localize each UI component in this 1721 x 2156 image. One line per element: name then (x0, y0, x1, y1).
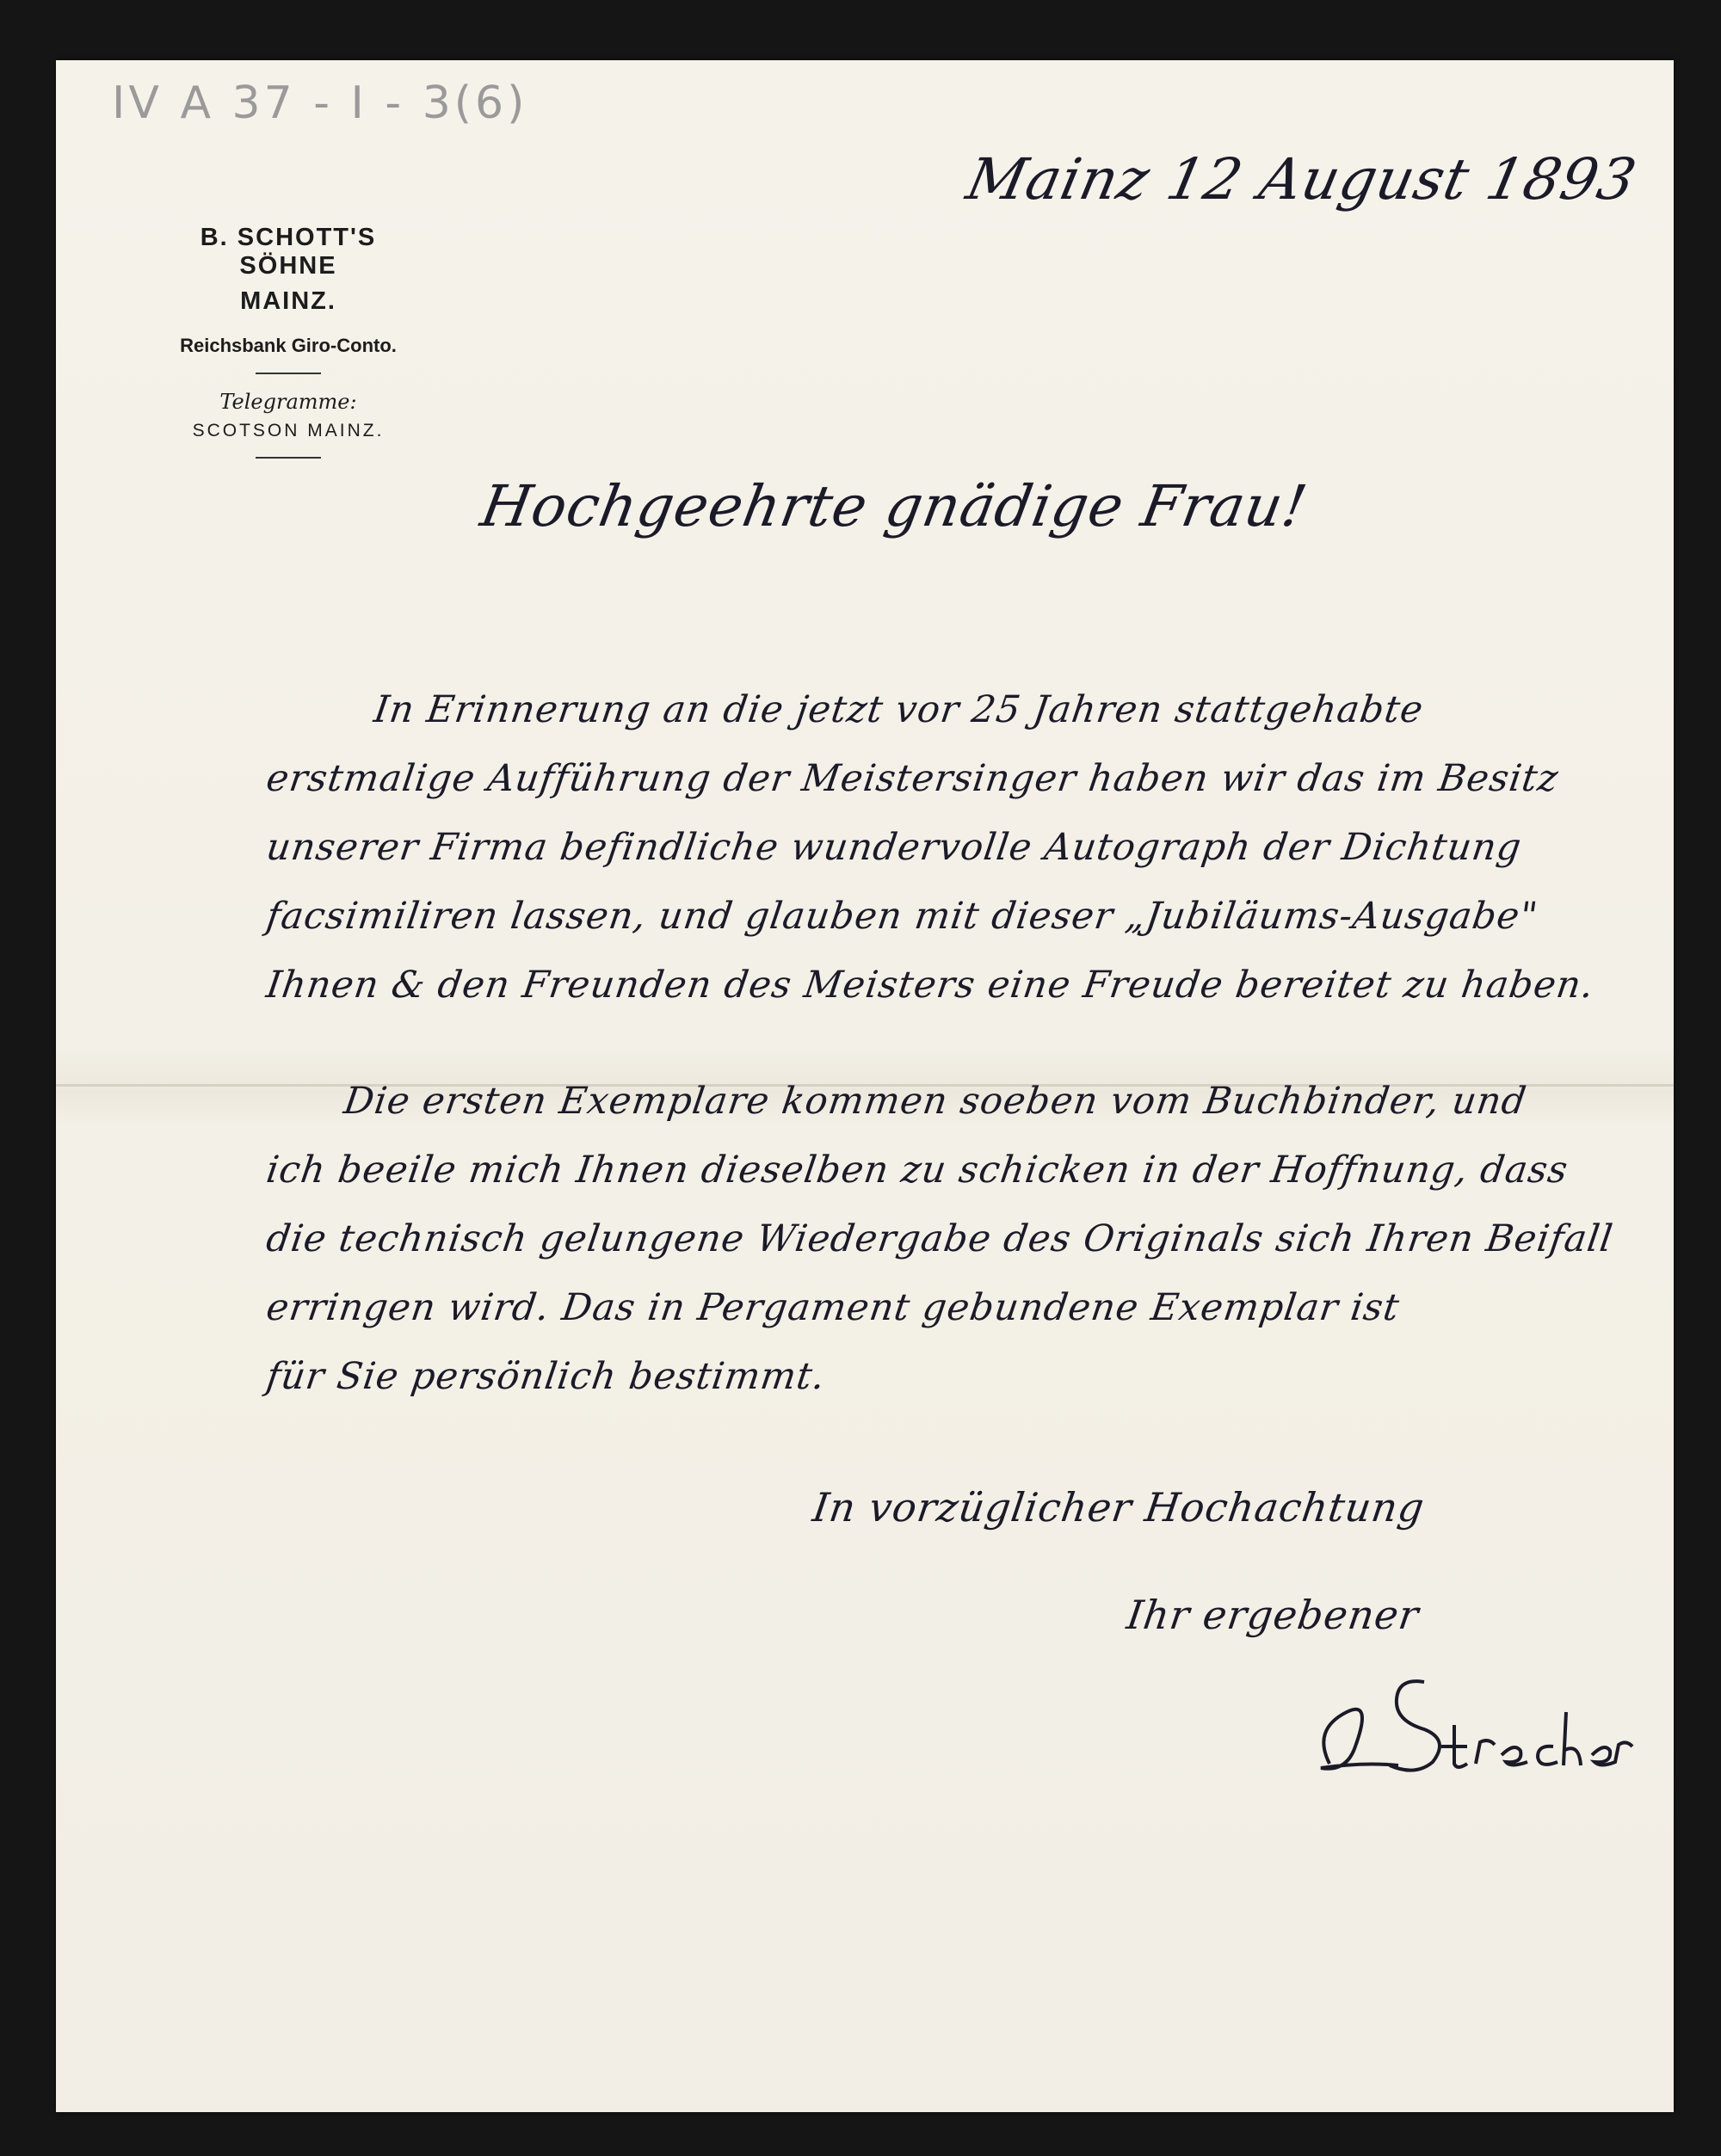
letterhead-telegram-label: Telegramme: (219, 390, 357, 414)
letterhead (159, 163, 417, 474)
letterhead-company: B. SCHOTT'S SÖHNE (200, 224, 377, 280)
body-line: erringen wird. Das in Pergament gebundene Exemplar ist (263, 1286, 1403, 1329)
salutation: Hochgeehrte gnädige Frau! (476, 473, 1313, 539)
closing: In vorzüglicher Hochachtung (810, 1484, 1428, 1531)
letter-sheet (56, 60, 1674, 2112)
letterhead-telegram-address: SCOTSON MAINZ. (192, 421, 385, 440)
body-line: für Sie persönlich bestimmt. (263, 1355, 829, 1398)
body-line: erstmalige Aufführung der Meistersinger haben wir das im Besitz (263, 757, 1562, 800)
body-line: ich beeile mich Ihnen dieselben zu schicken in der Hoffnung, dass (263, 1149, 1571, 1192)
letter-date: Mainz 12 August 1893 (960, 146, 1643, 213)
signature (1295, 1660, 1656, 1789)
body-line: Die ersten Exemplare kommen soeben vom Buchbinder, und (341, 1080, 1530, 1123)
body-line: unserer Firma befindliche wundervolle Autograph der Dichtung (263, 826, 1525, 869)
letterhead-bank: Reichsbank Giro-Conto. (180, 335, 397, 356)
body-line: Ihnen & den Freunden des Meisters eine Freude bereitet zu haben. (263, 964, 1597, 1007)
archive-number: IV A 37 - I - 3(6) (112, 77, 528, 129)
valediction: Ihr ergebener (1124, 1592, 1422, 1638)
body-line: die technisch gelungene Wiedergabe des Originals sich Ihren Beifall (263, 1217, 1616, 1260)
letterhead-city: MAINZ. (240, 287, 336, 315)
body-line: facsimiliren lassen, und glauben mit dieser „Jubiläums-Ausgabe" (263, 895, 1541, 938)
letterhead-divider (256, 457, 321, 459)
letterhead-divider (256, 373, 321, 374)
body-line: In Erinnerung an die jetzt vor 25 Jahren stattgehabte (371, 688, 1427, 731)
